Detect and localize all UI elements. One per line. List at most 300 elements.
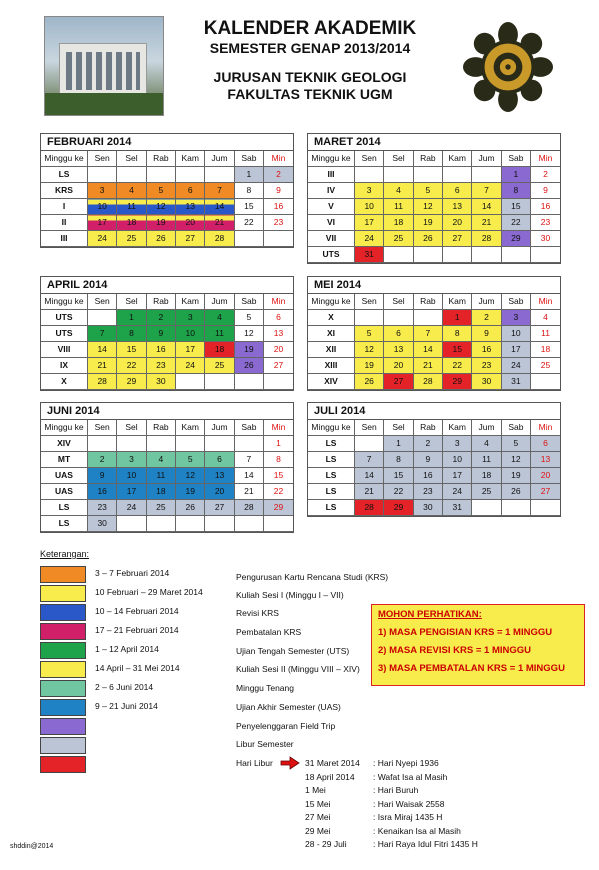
header-row: [41, 420, 293, 436]
week-row: [308, 484, 560, 500]
day-cell: [88, 310, 117, 326]
legend-swatch: [40, 737, 86, 754]
week-label: XI: [308, 326, 355, 342]
day-cell: 13: [384, 342, 413, 358]
arrow-right-icon: [280, 756, 300, 770]
column-header: Sen: [355, 294, 384, 310]
day-cell: 6: [443, 183, 472, 199]
day-cell: 28: [413, 374, 442, 390]
day-cell: 7: [88, 326, 117, 342]
day-cell: 12: [355, 342, 384, 358]
day-cell: [176, 374, 205, 390]
day-cell: 29: [264, 500, 293, 516]
legend-swatch: [40, 699, 86, 716]
day-cell: [234, 436, 263, 452]
day-cell: 28: [355, 500, 384, 516]
day-cell: 22: [117, 358, 146, 374]
day-cell: 8: [117, 326, 146, 342]
day-cell: 10: [443, 452, 472, 468]
column-header: Sel: [117, 294, 146, 310]
day-cell: 25: [146, 500, 175, 516]
day-cell: 19: [234, 342, 263, 358]
day-cell: 8: [443, 326, 472, 342]
holiday-name: : Isra Miraj 1435 H: [373, 812, 443, 822]
day-cell: 21: [472, 215, 501, 231]
column-header: Sel: [117, 151, 146, 167]
column-header: Minggu ke: [308, 294, 355, 310]
holiday-date: 28 - 29 Juli: [305, 839, 347, 849]
notice-item: 2) MASA REVISI KRS = 1 MINGGU: [378, 645, 531, 656]
week-row: [41, 342, 293, 358]
week-label: UAS: [41, 468, 88, 484]
day-cell: 1: [501, 167, 530, 183]
day-cell: 23: [146, 358, 175, 374]
day-cell: 25: [117, 231, 146, 247]
holiday-name: : Hari Raya Idul Fitri 1435 H: [373, 839, 478, 849]
calendar-title: APRIL 2014: [41, 277, 293, 294]
day-cell: 7: [472, 183, 501, 199]
day-cell: 13: [205, 468, 234, 484]
day-cell: 17: [501, 342, 530, 358]
day-cell: 22: [443, 358, 472, 374]
week-row: [41, 436, 293, 452]
day-cell: 4: [472, 436, 501, 452]
legend-swatch: [40, 642, 86, 659]
week-label: I: [41, 199, 88, 215]
day-cell: 9: [264, 183, 293, 199]
day-cell: 8: [501, 183, 530, 199]
day-cell: 27: [264, 358, 293, 374]
day-cell: 21: [355, 484, 384, 500]
day-cell: [146, 167, 175, 183]
day-cell: 11: [472, 452, 501, 468]
day-cell: 22: [264, 484, 293, 500]
day-cell: [472, 500, 501, 516]
day-cell: 3: [88, 183, 117, 199]
day-cell: [205, 167, 234, 183]
day-cell: 17: [88, 215, 117, 231]
day-cell: 28: [88, 374, 117, 390]
day-cell: [472, 247, 501, 263]
week-label: XIV: [308, 374, 355, 390]
notice-item: 3) MASA PEMBATALAN KRS = 1 MINGGU: [378, 663, 565, 674]
day-cell: [355, 436, 384, 452]
day-cell: 18: [205, 342, 234, 358]
day-cell: [384, 167, 413, 183]
legend-title: Keterangan:: [40, 549, 90, 559]
day-cell: 24: [117, 500, 146, 516]
column-header: Min: [531, 420, 560, 436]
day-cell: 12: [146, 199, 175, 215]
day-cell: 18: [117, 215, 146, 231]
day-cell: 11: [384, 199, 413, 215]
column-header: Kam: [176, 151, 205, 167]
day-cell: 16: [531, 199, 560, 215]
week-label: II: [41, 215, 88, 231]
column-header: Jum: [205, 420, 234, 436]
week-label: IV: [308, 183, 355, 199]
week-row: [308, 468, 560, 484]
week-row: [41, 500, 293, 516]
day-cell: 26: [355, 374, 384, 390]
day-cell: 4: [117, 183, 146, 199]
day-cell: 8: [234, 183, 263, 199]
day-cell: 26: [501, 484, 530, 500]
day-cell: 21: [234, 484, 263, 500]
day-cell: 31: [355, 247, 384, 263]
week-label: MT: [41, 452, 88, 468]
day-cell: 29: [117, 374, 146, 390]
day-cell: 14: [355, 468, 384, 484]
day-cell: 2: [88, 452, 117, 468]
column-header: Min: [531, 151, 560, 167]
day-cell: 1: [117, 310, 146, 326]
day-cell: 19: [146, 215, 175, 231]
week-row: [308, 374, 560, 390]
day-cell: 25: [205, 358, 234, 374]
day-cell: 13: [264, 326, 293, 342]
day-cell: 29: [501, 231, 530, 247]
day-cell: [355, 167, 384, 183]
week-row: [41, 516, 293, 532]
day-cell: 5: [501, 436, 530, 452]
calendar-title: JULI 2014: [308, 403, 560, 420]
day-cell: 3: [176, 310, 205, 326]
column-header: Sab: [234, 151, 263, 167]
legend-description: Kuliah Sesi I (Minggu I – VII): [236, 590, 344, 600]
day-cell: 8: [384, 452, 413, 468]
day-cell: [234, 374, 263, 390]
title-line-1: KALENDER AKADEMIK: [203, 18, 417, 39]
day-cell: 26: [176, 500, 205, 516]
week-label: X: [41, 374, 88, 390]
column-header: Sen: [88, 420, 117, 436]
week-row: [41, 231, 293, 247]
day-cell: [413, 167, 442, 183]
day-cell: 1: [234, 167, 263, 183]
column-header: Rab: [413, 151, 442, 167]
day-cell: 17: [443, 468, 472, 484]
day-cell: [443, 167, 472, 183]
holiday-date: 1 Mei: [305, 785, 326, 795]
calendar-februari: [40, 133, 294, 248]
legend-description: Hari Libur: [236, 758, 273, 768]
day-cell: 30: [472, 374, 501, 390]
day-cell: 9: [472, 326, 501, 342]
calendar-title: MARET 2014: [308, 134, 560, 151]
day-cell: 2: [472, 310, 501, 326]
day-cell: 16: [472, 342, 501, 358]
day-cell: 6: [205, 452, 234, 468]
day-cell: 12: [413, 199, 442, 215]
day-cell: [117, 167, 146, 183]
week-row: [308, 199, 560, 215]
tree-foliage: [45, 93, 163, 115]
column-header: Rab: [146, 294, 175, 310]
legend-swatch: [40, 566, 86, 583]
legend-date-range: 2 – 6 Juni 2014: [95, 682, 154, 692]
day-cell: 12: [234, 326, 263, 342]
day-cell: 21: [205, 215, 234, 231]
campus-building-photo: [44, 16, 164, 116]
day-cell: 28: [205, 231, 234, 247]
day-cell: 20: [384, 358, 413, 374]
holiday-date: 15 Mei: [305, 798, 331, 809]
legend-date-range: 17 – 21 Februari 2014: [95, 625, 179, 635]
column-header: Sen: [355, 420, 384, 436]
day-cell: 14: [472, 199, 501, 215]
day-cell: 18: [472, 468, 501, 484]
week-label: LS: [41, 167, 88, 183]
day-cell: 25: [531, 358, 560, 374]
legend-description: Revisi KRS: [236, 608, 279, 618]
week-row: [41, 326, 293, 342]
legend-date-range: 1 – 12 April 2014: [95, 644, 159, 654]
day-cell: [176, 516, 205, 532]
week-row: [308, 452, 560, 468]
legend-description: Penyelenggaran Field Trip: [236, 721, 336, 731]
week-row: [41, 484, 293, 500]
day-cell: 24: [443, 484, 472, 500]
day-cell: 29: [384, 500, 413, 516]
holiday-date: 18 April 2014: [305, 771, 355, 782]
day-cell: [355, 310, 384, 326]
day-cell: [117, 516, 146, 532]
week-row: [41, 468, 293, 484]
day-cell: 22: [501, 215, 530, 231]
column-header: Minggu ke: [41, 420, 88, 436]
day-cell: 15: [264, 468, 293, 484]
credit-text: shddin@2014: [10, 843, 54, 850]
day-cell: 14: [413, 342, 442, 358]
column-header: Kam: [443, 420, 472, 436]
day-cell: 15: [234, 199, 263, 215]
column-header: Sab: [234, 420, 263, 436]
column-header: Sel: [384, 294, 413, 310]
day-cell: 7: [234, 452, 263, 468]
day-cell: 5: [355, 326, 384, 342]
legend-description: Ujian Akhir Semester (UAS): [236, 702, 341, 712]
day-cell: 17: [355, 215, 384, 231]
week-label: LS: [308, 436, 355, 452]
column-header: Sel: [384, 151, 413, 167]
week-label: UTS: [41, 326, 88, 342]
week-row: [308, 310, 560, 326]
day-cell: 1: [384, 436, 413, 452]
day-cell: 16: [264, 199, 293, 215]
day-cell: 15: [443, 342, 472, 358]
day-cell: 20: [176, 215, 205, 231]
week-row: [308, 500, 560, 516]
legend-swatch: [40, 661, 86, 678]
day-cell: 19: [355, 358, 384, 374]
holiday-name: : Hari Nyepi 1936: [373, 758, 439, 768]
week-label: VIII: [41, 342, 88, 358]
day-cell: 5: [413, 183, 442, 199]
day-cell: [501, 500, 530, 516]
day-cell: 5: [146, 183, 175, 199]
day-cell: 20: [205, 484, 234, 500]
day-cell: 18: [531, 342, 560, 358]
day-cell: 6: [176, 183, 205, 199]
day-cell: 27: [531, 484, 560, 500]
week-row: [308, 247, 560, 263]
week-label: X: [308, 310, 355, 326]
legend-description: Kuliah Sesi II (Minggu VIII – XIV): [236, 664, 360, 674]
day-cell: 17: [176, 342, 205, 358]
day-cell: 20: [531, 468, 560, 484]
day-cell: 3: [117, 452, 146, 468]
day-cell: 23: [472, 358, 501, 374]
day-cell: 7: [355, 452, 384, 468]
day-cell: [146, 436, 175, 452]
day-cell: 22: [384, 484, 413, 500]
legend-date-range: 9 – 21 Juni 2014: [95, 701, 158, 711]
column-header: Rab: [413, 420, 442, 436]
column-header: Sab: [234, 294, 263, 310]
title-line-2: SEMESTER GENAP 2013/2014: [209, 40, 411, 56]
column-header: Min: [264, 420, 293, 436]
day-cell: 7: [413, 326, 442, 342]
notice-title: MOHON PERHATIKAN:: [378, 609, 482, 620]
column-header: Kam: [443, 294, 472, 310]
day-cell: [264, 231, 293, 247]
day-cell: 4: [205, 310, 234, 326]
week-label: LS: [41, 516, 88, 532]
week-row: [41, 310, 293, 326]
column-header: Min: [264, 294, 293, 310]
week-label: XII: [308, 342, 355, 358]
day-cell: 24: [501, 358, 530, 374]
week-row: [308, 436, 560, 452]
header-row: [41, 151, 293, 167]
day-cell: 2: [264, 167, 293, 183]
day-cell: 20: [443, 215, 472, 231]
day-cell: 6: [384, 326, 413, 342]
legend-swatch: [40, 756, 86, 773]
day-cell: 15: [501, 199, 530, 215]
day-cell: 27: [176, 231, 205, 247]
legend-description: Libur Semester: [236, 739, 294, 749]
calendar-table: [41, 294, 293, 390]
day-cell: [443, 247, 472, 263]
day-cell: 23: [264, 215, 293, 231]
legend-date-range: 10 Februari – 29 Maret 2014: [95, 587, 203, 597]
week-label: V: [308, 199, 355, 215]
day-cell: 9: [146, 326, 175, 342]
day-cell: 5: [176, 452, 205, 468]
week-label: III: [308, 167, 355, 183]
week-row: [41, 167, 293, 183]
legend-swatch: [40, 585, 86, 602]
day-cell: 21: [88, 358, 117, 374]
calendar-table: [308, 151, 560, 263]
day-cell: [501, 247, 530, 263]
week-label: VII: [308, 231, 355, 247]
day-cell: 25: [472, 484, 501, 500]
day-cell: 16: [146, 342, 175, 358]
day-cell: 28: [234, 500, 263, 516]
day-cell: 4: [531, 310, 560, 326]
day-cell: 20: [264, 342, 293, 358]
day-cell: [117, 436, 146, 452]
day-cell: [264, 516, 293, 532]
legend-swatch: [40, 680, 86, 697]
column-header: Minggu ke: [41, 151, 88, 167]
day-cell: 4: [384, 183, 413, 199]
column-header: Kam: [176, 294, 205, 310]
column-header: Minggu ke: [308, 151, 355, 167]
header-row: [41, 294, 293, 310]
column-header: Rab: [146, 151, 175, 167]
day-cell: 31: [501, 374, 530, 390]
column-header: Rab: [146, 420, 175, 436]
day-cell: 4: [146, 452, 175, 468]
legend-description: Ujian Tengah Semester (UTS): [236, 646, 350, 656]
day-cell: 30: [531, 231, 560, 247]
week-row: [41, 452, 293, 468]
calendar-juni: [40, 402, 294, 533]
day-cell: 24: [88, 231, 117, 247]
legend-swatch: [40, 604, 86, 621]
column-header: Min: [531, 294, 560, 310]
day-cell: 21: [413, 358, 442, 374]
week-label: UAS: [41, 484, 88, 500]
calendar-maret: [307, 133, 561, 264]
column-header: Min: [264, 151, 293, 167]
legend-description: Pembatalan KRS: [236, 627, 302, 637]
legend-description: Minggu Tenang: [236, 683, 294, 693]
week-label: LS: [308, 452, 355, 468]
day-cell: 10: [176, 326, 205, 342]
week-row: [308, 167, 560, 183]
week-row: [308, 183, 560, 199]
day-cell: 13: [176, 199, 205, 215]
calendar-table: [308, 420, 560, 516]
week-label: UTS: [41, 310, 88, 326]
column-header: Rab: [413, 294, 442, 310]
day-cell: 18: [146, 484, 175, 500]
day-cell: 23: [413, 484, 442, 500]
week-row: [41, 215, 293, 231]
day-cell: 2: [413, 436, 442, 452]
day-cell: 12: [501, 452, 530, 468]
day-cell: 6: [531, 436, 560, 452]
notice-box: [371, 604, 585, 686]
week-label: VI: [308, 215, 355, 231]
column-header: Jum: [205, 294, 234, 310]
day-cell: 14: [234, 468, 263, 484]
week-label: LS: [308, 500, 355, 516]
week-label: XIV: [41, 436, 88, 452]
header-row: [308, 151, 560, 167]
page-header: [170, 18, 450, 103]
legend-description: Pengurusan Kartu Rencana Studi (KRS): [236, 572, 389, 582]
column-header: Sab: [501, 294, 530, 310]
holiday-name: : Hari Buruh: [373, 785, 419, 795]
day-cell: 3: [501, 310, 530, 326]
day-cell: 1: [264, 436, 293, 452]
day-cell: 19: [176, 484, 205, 500]
day-cell: 3: [443, 436, 472, 452]
legend-date-range: 14 April – 31 Mei 2014: [95, 663, 180, 673]
day-cell: 5: [234, 310, 263, 326]
legend-swatch: [40, 623, 86, 640]
notice-item: 1) MASA PENGISIAN KRS = 1 MINGGU: [378, 627, 553, 638]
day-cell: 10: [117, 468, 146, 484]
day-cell: [176, 436, 205, 452]
week-label: III: [41, 231, 88, 247]
